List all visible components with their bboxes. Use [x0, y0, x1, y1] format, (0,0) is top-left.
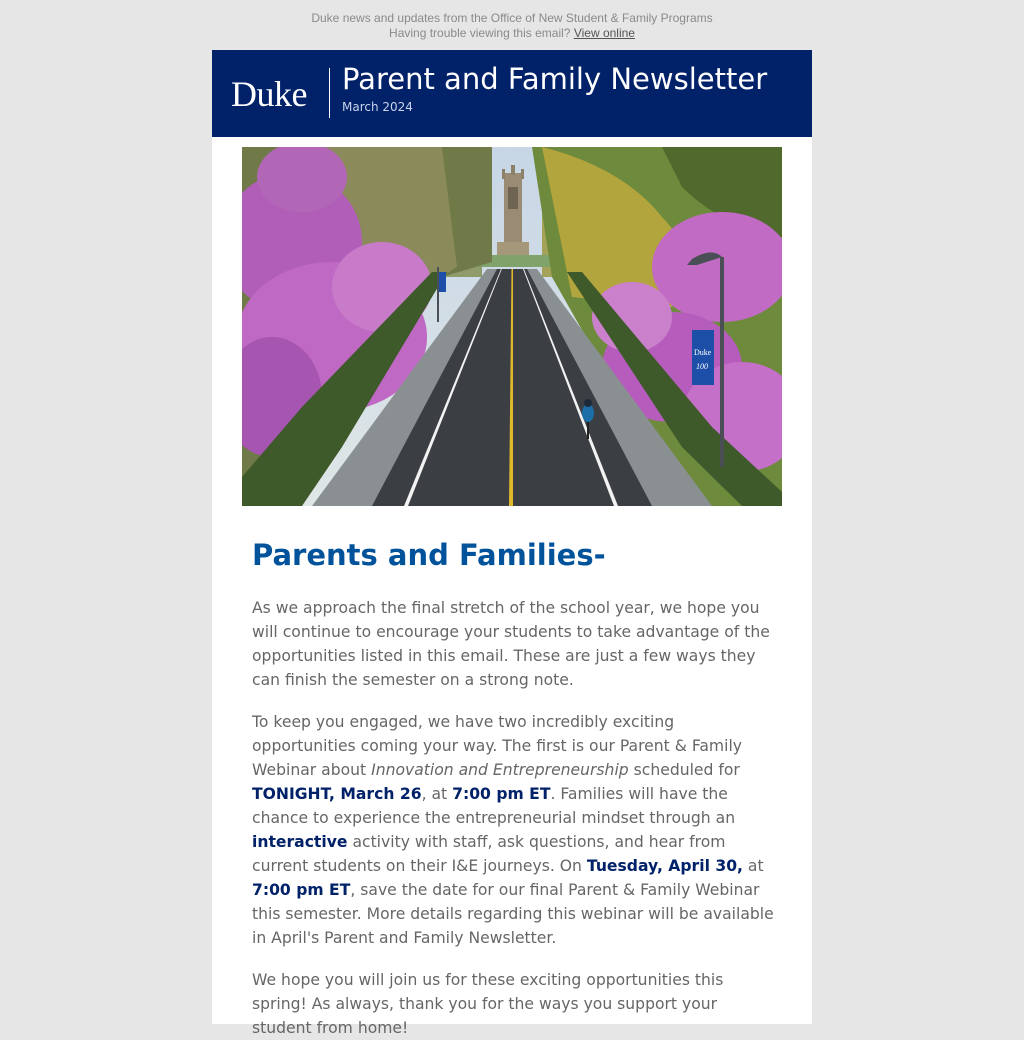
closing-paragraph: We hope you will join us for these exciting opportunities this spring! As always, thank you for the ways you support your student from home! [252, 971, 724, 1037]
intro-paragraph: As we approach the final stretch of the school year, we hope you will continue to encourage your students to take advantage of the opportunities listed in this email. These are just a few ways they can finish the semester on a strong note. [252, 599, 770, 689]
svg-text:100: 100 [696, 362, 708, 371]
newsletter-header [212, 50, 812, 137]
newsletter-date: March 2024 [342, 100, 413, 114]
view-online-link[interactable]: View online [573, 26, 635, 40]
event-time-2: 7:00 pm ET [252, 881, 351, 899]
webinar-paragraph: To keep you engaged, we have two incredibly exciting opportunities coming your way. The first is our Parent & Family Webinar about Innovation and Entrepreneurship scheduled for TONIGHT, March 26, at 7:00 pm ET. Families will have the chance to experience the entrepreneurial mindset through an interactive activity with staff, ask questions, and hear from current students on their I&E journeys. On Tuesday, April 30, at 7:00 pm ET, save the date for our final Parent & Family Webinar this semester. More details regarding this webinar will be available in April's Parent and Family Newsletter. [252, 713, 774, 947]
article [252, 533, 778, 1040]
event-date-tonight: TONIGHT, March 26 [252, 785, 422, 803]
hero-image [242, 147, 782, 506]
greeting-heading: Parents and Families- [252, 538, 606, 572]
svg-text:Duke: Duke [694, 348, 712, 357]
interactive-highlight: interactive [252, 833, 348, 851]
event-time-1: 7:00 pm ET [452, 785, 551, 803]
preheader-trouble-line [0, 26, 1024, 41]
newsletter-title: Parent and Family Newsletter [342, 62, 768, 96]
preheader [0, 0, 1024, 41]
duke-logo[interactable]: Duke [231, 74, 307, 114]
header-divider [329, 68, 330, 118]
newsletter-body [212, 137, 812, 1037]
duke-banner [692, 330, 714, 385]
preheader-trouble-text: Having trouble viewing this email? [389, 26, 571, 40]
event-date-april: Tuesday, April 30, [586, 857, 743, 875]
webinar-topic: Innovation and Entrepreneurship [371, 761, 629, 779]
preheader-text: Duke news and updates from the Office of New Student & Family Programs [311, 11, 713, 25]
